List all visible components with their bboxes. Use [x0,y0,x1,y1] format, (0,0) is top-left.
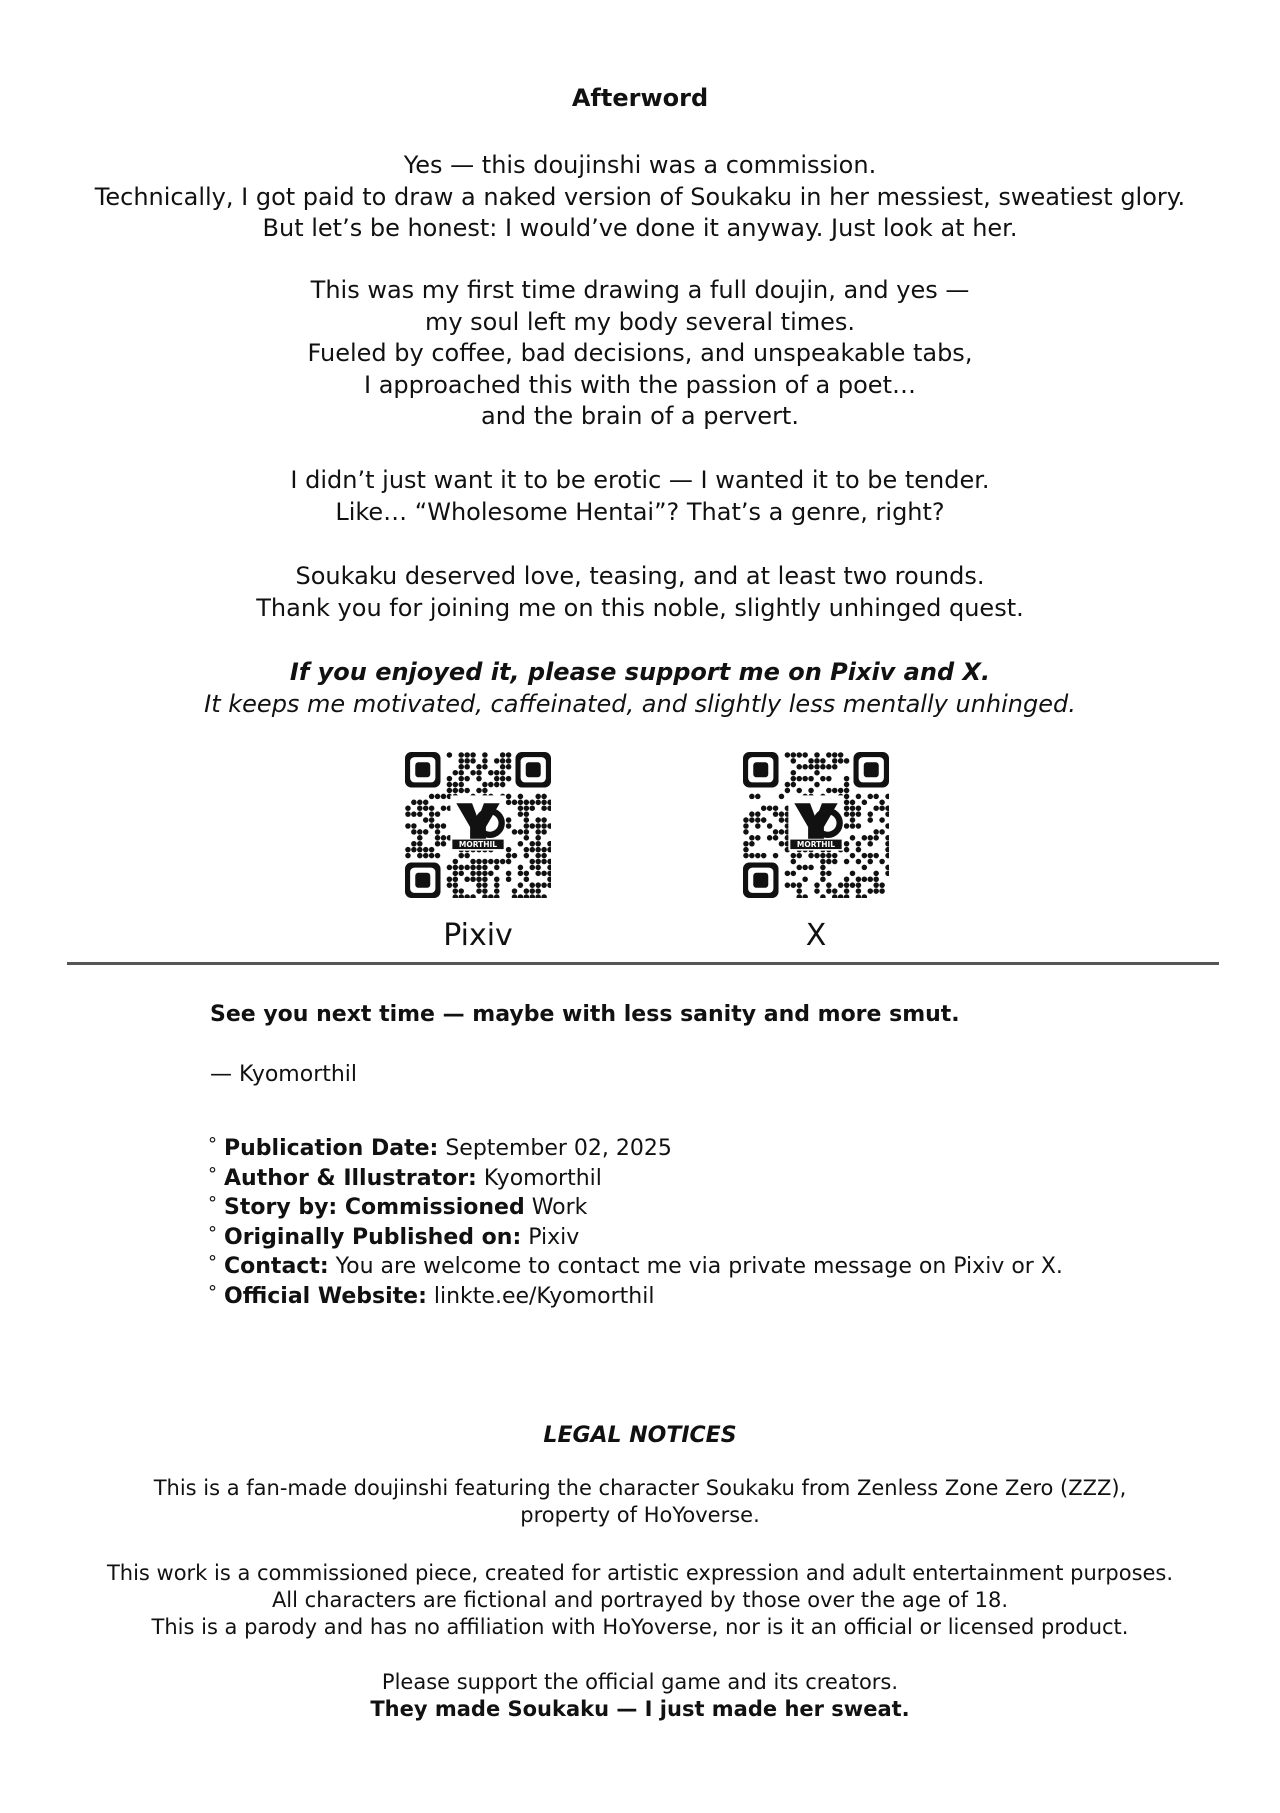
info-row-author [210,1164,1063,1194]
info-value: September 02, 2025 [438,1136,672,1161]
degree-bullet: ° [208,1134,217,1155]
info-key: Contact: [224,1254,329,1279]
text-line: But let’s be honest: I would’ve done it anyway. Just look at her. [262,214,1018,242]
afterword-title: Afterword [571,84,709,112]
qr-code-icon [405,752,551,898]
info-row-originally-published [210,1223,1063,1253]
text-line: This was my first time drawing a full doujin, and yes — [310,276,970,304]
qr-logo-text: MORTHIL [796,840,836,850]
info-key: Official Website: [224,1283,427,1309]
afterword-paragraph-2 [0,275,1280,433]
text-line: my soul left my body several times. [424,307,856,336]
info-key: Originally Published on: [224,1224,522,1250]
afterword-paragraph-4 [0,561,1280,624]
text-line: Fueled by coffee, bad decisions, and unspeakable tabs, [307,339,973,367]
degree-bullet: ° [208,1281,217,1303]
support-message [0,656,1280,720]
degree-bullet: ° [208,1222,217,1244]
text-line: and the brain of a pervert. [481,402,799,430]
info-key: Publication Date: [224,1136,439,1161]
text-line: This is a fan-made doujinshi featuring the character Soukaku from Zenless Zone Zero (ZZZ), [153,1476,1127,1500]
signature: — Kyomorthil [210,1062,358,1087]
info-value: Pixiv [521,1224,580,1250]
info-key: Story by: Commissioned [224,1195,525,1220]
info-value: Work [524,1195,588,1220]
degree-bullet: ° [208,1252,217,1273]
text-line: Yes — this doujinshi was a commission. [403,151,877,179]
pixiv-qr-label: Pixiv [443,918,513,953]
legal-paragraph-2 [0,1560,1280,1641]
x-qr-code-icon[interactable] [743,752,889,898]
text-line: I approached this with the passion of a poet… [364,370,916,399]
support-regular-line: It keeps me motivated, caffeinated, and slightly less mentally unhinged. [204,690,1076,718]
signoff-line: See you next time — maybe with less sanity and more smut. [210,1002,960,1027]
info-row-official-website [210,1282,1063,1312]
text-line: This is a parody and has no affiliation with HoYoverse, nor is it an official or licensed product. [151,1615,1129,1639]
legal-paragraph-1 [0,1475,1280,1529]
section-divider [67,962,1219,965]
info-key: Author & Illustrator: [224,1165,477,1191]
text-line: Technically, I got paid to draw a naked version of Soukaku in her messiest, sweatiest glory. [94,182,1186,211]
afterword-paragraph-3 [0,465,1280,528]
text-line: Thank you for joining me on this noble, slightly unhinged quest. [256,593,1024,622]
degree-bullet: ° [208,1163,217,1185]
text-line: All characters are fictional and portrayed by those over the age of 18. [271,1588,1009,1612]
qr-code-icon [743,752,889,898]
text-line: Soukaku deserved love, teasing, and at least two rounds. [295,562,985,590]
text-line: Please support the official game and its creators. [381,1670,899,1694]
info-value[interactable]: linkte.ee/Kyomorthil [426,1283,655,1309]
afterword-paragraph-1 [0,150,1280,245]
pixiv-qr-code-icon[interactable] [405,752,551,898]
info-value: Kyomorthil [476,1165,602,1191]
text-line: This work is a commissioned piece, created for artistic expression and adult entertainment purposes. [106,1561,1174,1585]
info-value: You are welcome to contact me via private message on Pixiv or X. [328,1254,1063,1279]
support-bold-line: If you enjoyed it, please support me on Pixiv and X. [289,658,991,686]
legal-notices-title: LEGAL NOTICES [543,1423,737,1448]
text-line: Like… “Wholesome Hentai”? That’s a genre, right? [335,497,945,526]
text-line: property of HoYoverse. [520,1503,760,1527]
text-line: I didn’t just want it to be erotic — I wanted it to be tender. [290,466,990,494]
info-row-contact [210,1252,1063,1282]
degree-bullet: ° [208,1193,217,1214]
publication-info [210,1134,1063,1311]
info-row-publication-date [210,1134,1063,1164]
x-qr-label: X [805,918,827,953]
qr-logo-text: MORTHIL [458,840,498,850]
info-row-story [210,1193,1063,1223]
text-line-bold: They made Soukaku — I just made her sweat. [370,1697,910,1721]
legal-closing [0,1669,1280,1723]
